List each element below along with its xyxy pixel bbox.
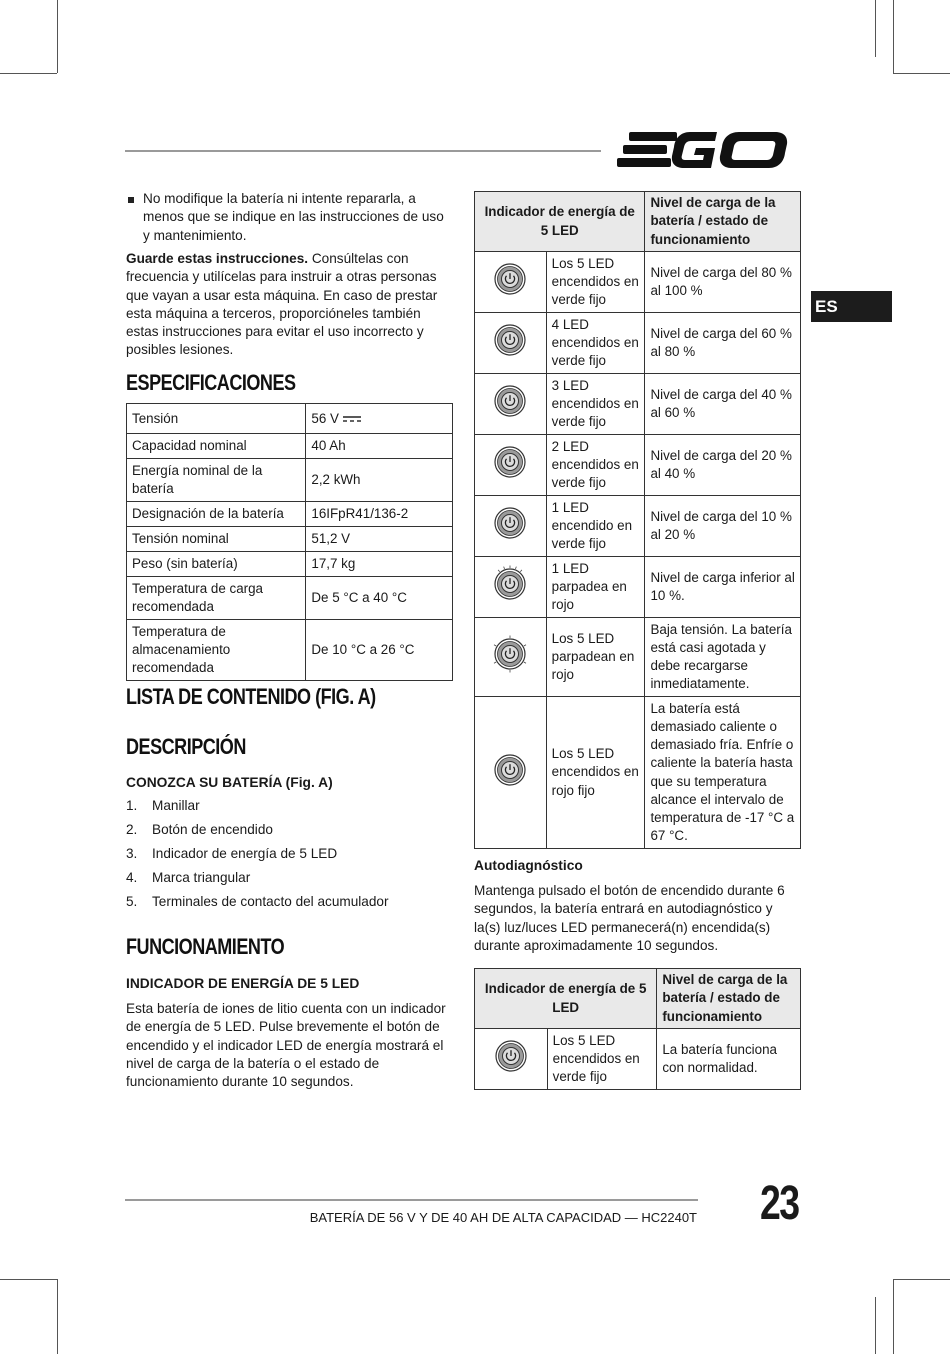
table-row (127, 434, 453, 459)
spec-label: Tensión nominal (127, 527, 306, 552)
spec-value: 17,7 kg (306, 552, 453, 577)
charge-status: La batería funciona con normalidad. (657, 1029, 801, 1090)
battery-4-led-green-icon (491, 321, 529, 359)
crop-mark (893, 1279, 894, 1354)
selftest-table (474, 968, 801, 1090)
table-row (127, 527, 453, 552)
charge-status: Nivel de carga del 10 % al 20 % (645, 496, 801, 557)
battery-3-led-green-icon (491, 382, 529, 420)
table-row (127, 577, 453, 620)
led-state: 4 LED encendidos en verde fijo (546, 313, 645, 374)
spec-value: 56 V (306, 404, 453, 434)
spec-value: 40 Ah (306, 434, 453, 459)
led-state: Los 5 LED encendidos en rojo fijo (546, 697, 645, 849)
led-icon-cell (475, 435, 547, 496)
crop-mark (893, 1279, 950, 1280)
table-row (475, 557, 801, 618)
battery-5-led-green-icon (492, 1037, 530, 1075)
status-col-header: Nivel de carga de la batería / estado de funcionamiento (645, 192, 801, 252)
description-subheading: CONOZCA SU BATERÍA (Fig. A) (126, 775, 333, 790)
description-heading: DESCRIPCIÓN (126, 734, 246, 759)
spec-label: Temperatura de carga recomendada (127, 577, 306, 620)
parts-list (126, 798, 446, 918)
led-state: Los 5 LED encendidos en verde fijo (546, 252, 645, 313)
charge-status: Baja tensión. La batería está casi agotada y debe recargarse inmediatamente. (645, 618, 801, 697)
list-item: 5. Terminales de contacto del acumulador (126, 894, 389, 909)
charge-status: La batería está demasiado caliente o demasiado fría. Enfríe o caliente la batería hasta que su temperatura alcance el intervalo de temperatura de -17 °C a 67 °C. (645, 697, 801, 849)
spec-label: Capacidad nominal (127, 434, 306, 459)
led-icon-cell (475, 252, 547, 313)
table-header-row (475, 969, 801, 1029)
table-row (475, 496, 801, 557)
selftest-heading: Autodiagnóstico (474, 858, 583, 873)
square-bullet-icon (128, 197, 134, 203)
led-icon-cell (475, 618, 547, 697)
crop-mark (893, 0, 894, 73)
led-icon-cell (475, 697, 547, 849)
table-row (127, 620, 453, 681)
spec-value: 51,2 V (306, 527, 453, 552)
table-row (475, 313, 801, 374)
led-col-header: Indicador de energía de 5 LED (475, 969, 657, 1029)
crop-mark (57, 1279, 58, 1354)
table-row (127, 404, 453, 434)
crop-mark (875, 0, 876, 57)
crop-mark (57, 0, 58, 73)
keep-instructions-paragraph (126, 250, 454, 360)
led-icon-cell (475, 313, 547, 374)
list-item: 1. Manillar (126, 798, 200, 813)
list-item: 2. Botón de encendido (126, 822, 273, 837)
spec-value: 16IFpR41/136-2 (306, 502, 453, 527)
footer-title: BATERÍA DE 56 V Y DE 40 AH DE ALTA CAPACIDAD — HC2240T (309, 1210, 697, 1225)
battery-5-led-red-solid-icon (491, 751, 529, 789)
language-tab: ES (811, 291, 892, 322)
operation-subheading: INDICADOR DE ENERGÍA DE 5 LED (126, 976, 360, 991)
battery-5-led-red-blink-icon (491, 635, 529, 673)
battery-2-led-green-icon (491, 443, 529, 481)
spec-label: Energía nominal de la batería (127, 459, 306, 502)
contents-heading: LISTA DE CONTENIDO (FIG. A) (126, 684, 376, 709)
spec-value: De 10 °C a 26 °C (306, 620, 453, 681)
led-state: 1 LED parpadea en rojo (546, 557, 645, 618)
crop-mark (0, 73, 57, 74)
crop-mark (875, 1297, 876, 1354)
crop-mark (893, 73, 950, 74)
charge-status: Nivel de carga del 60 % al 80 % (645, 313, 801, 374)
table-row (475, 374, 801, 435)
led-table (474, 191, 801, 849)
table-row (127, 459, 453, 502)
spec-value: 2,2 kWh (306, 459, 453, 502)
status-col-header: Nivel de carga de la batería / estado de funcionamiento (657, 969, 801, 1029)
spec-label: Tensión (127, 404, 306, 434)
spec-value: De 5 °C a 40 °C (306, 577, 453, 620)
spec-label: Temperatura de almacenamiento recomendada (127, 620, 306, 681)
table-row (475, 697, 801, 849)
led-icon-cell (475, 496, 547, 557)
table-row (475, 435, 801, 496)
list-item: 4. Marca triangular (126, 870, 251, 885)
operation-heading: FUNCIONAMIENTO (126, 934, 285, 959)
warning-bullet (126, 190, 446, 245)
battery-5-led-green-icon (491, 260, 529, 298)
ego-logo (617, 128, 800, 172)
led-col-header: Indicador de energía de 5 LED (475, 192, 645, 252)
keep-instructions-bold: Guarde estas instrucciones. (126, 251, 309, 266)
operation-text: Esta batería de iones de litio cuenta con un indicador de energía de 5 LED. Pulse brevemente el botón de encendido y el indicador LED de energía mostrará el nivel de carga de la batería o el estado de funcionamiento durante 10 segundos. (126, 1001, 446, 1090)
header-rule (125, 150, 601, 152)
charge-status: Nivel de carga inferior al 10 %. (645, 557, 801, 618)
led-state: 2 LED encendidos en verde fijo (546, 435, 645, 496)
dc-symbol-icon (343, 415, 361, 423)
page-number: 23 (760, 1177, 799, 1230)
led-icon-cell (475, 557, 547, 618)
table-row (475, 1029, 801, 1090)
selftest-text: Mantenga pulsado el botón de encendido durante 6 segundos, la batería entrará en autodiagnóstico y la(s) luz/luces LED permanecerá(n) encendida(s) durante aproximadamente 10 segundos. (474, 883, 785, 953)
table-row (475, 618, 801, 697)
charge-status: Nivel de carga del 20 % al 40 % (645, 435, 801, 496)
battery-1-led-red-blink-icon (491, 565, 529, 603)
spec-label: Peso (sin batería) (127, 552, 306, 577)
spec-label: Designación de la batería (127, 502, 306, 527)
battery-1-led-green-icon (491, 504, 529, 542)
charge-status: Nivel de carga del 80 % al 100 % (645, 252, 801, 313)
crop-mark (0, 1279, 57, 1280)
list-item: 3. Indicador de energía de 5 LED (126, 846, 338, 861)
led-state: Los 5 LED parpadean en rojo (546, 618, 645, 697)
charge-status: Nivel de carga del 40 % al 60 % (645, 374, 801, 435)
specs-table (126, 403, 453, 681)
warning-text: No modifique la batería ni intente repararla, a menos que se indique en las instrucciones de uso y mantenimiento. (143, 191, 444, 243)
specs-heading: ESPECIFICACIONES (126, 370, 296, 395)
table-header-row (475, 192, 801, 252)
led-state: Los 5 LED encendidos en verde fijo (547, 1029, 657, 1090)
table-row (475, 252, 801, 313)
footer-rule (125, 1199, 698, 1201)
keep-instructions-text: Consúltelas con frecuencia y utilícelas para instruir a otras personas que vayan a usar esta máquina. En caso de prestar esta máquina a terceros, proporcióneles también estas instrucciones para evitar el uso incorrecto y posibles lesiones. (126, 251, 438, 358)
led-icon-cell (475, 1029, 548, 1090)
table-row (127, 502, 453, 527)
table-row (127, 552, 453, 577)
led-icon-cell (475, 374, 547, 435)
led-state: 1 LED encendido en verde fijo (546, 496, 645, 557)
led-state: 3 LED encendidos en verde fijo (546, 374, 645, 435)
